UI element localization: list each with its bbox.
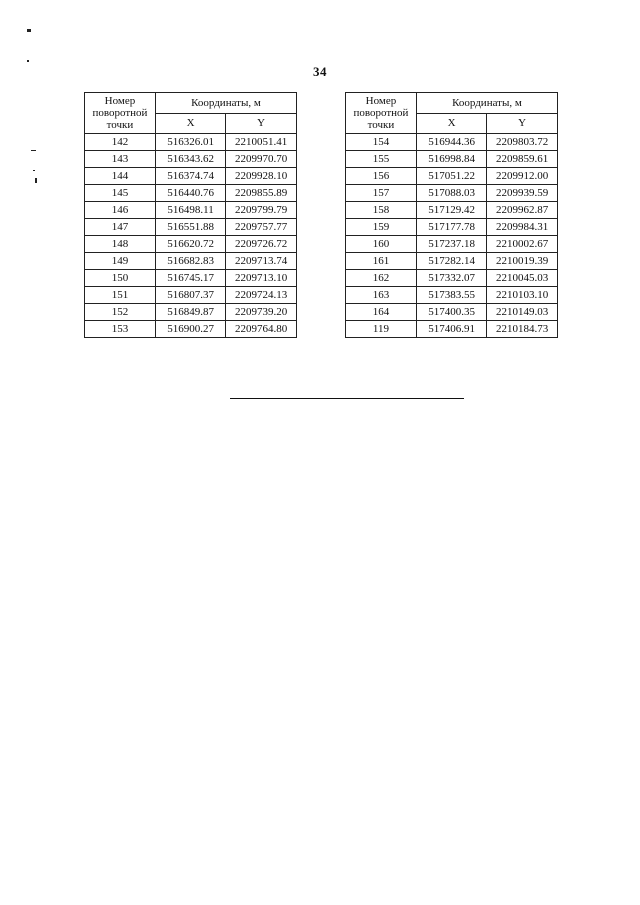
table-row: [346, 134, 558, 151]
x-coordinate-cell: 516620.72: [155, 236, 225, 253]
y-coordinate-cell: 2210019.39: [487, 253, 558, 270]
point-number-cell: 143: [85, 151, 156, 168]
table-row: [85, 168, 297, 185]
x-coordinate-cell: 516807.37: [155, 287, 225, 304]
scan-mark: [31, 150, 36, 151]
table-row: [346, 236, 558, 253]
table-row: [346, 321, 558, 338]
y-header: Y: [487, 114, 558, 134]
point-number-header: Номер поворотной точки: [346, 93, 417, 134]
table-body: [85, 134, 297, 338]
x-coordinate-cell: 516498.11: [155, 202, 225, 219]
table-row: [85, 134, 297, 151]
table-body: [346, 134, 558, 338]
point-number-header: Номер поворотной точки: [85, 93, 156, 134]
y-coordinate-cell: 2209859.61: [487, 151, 558, 168]
table-row: [85, 253, 297, 270]
y-header: Y: [226, 114, 297, 134]
table-row: [85, 202, 297, 219]
table-row: [85, 151, 297, 168]
x-coordinate-cell: 517383.55: [416, 287, 486, 304]
y-coordinate-cell: 2209939.59: [487, 185, 558, 202]
point-number-cell: 148: [85, 236, 156, 253]
y-coordinate-cell: 2209713.10: [226, 270, 297, 287]
table-row: [85, 321, 297, 338]
x-header: X: [155, 114, 225, 134]
table-row: [346, 304, 558, 321]
x-coordinate-cell: 517400.35: [416, 304, 486, 321]
y-coordinate-cell: 2209928.10: [226, 168, 297, 185]
table-row: [346, 168, 558, 185]
point-number-cell: 157: [346, 185, 417, 202]
point-number-cell: 153: [85, 321, 156, 338]
table-row: [85, 304, 297, 321]
table-row: [346, 185, 558, 202]
x-coordinate-cell: 517406.91: [416, 321, 486, 338]
x-coordinate-cell: 516326.01: [155, 134, 225, 151]
x-coordinate-cell: 516374.74: [155, 168, 225, 185]
table-row: [85, 287, 297, 304]
point-number-cell: 119: [346, 321, 417, 338]
table-row: [85, 219, 297, 236]
x-coordinate-cell: 517282.14: [416, 253, 486, 270]
x-coordinate-cell: 517051.22: [416, 168, 486, 185]
y-coordinate-cell: 2209962.87: [487, 202, 558, 219]
x-header: X: [416, 114, 486, 134]
x-coordinate-cell: 516900.27: [155, 321, 225, 338]
x-coordinate-cell: 516343.62: [155, 151, 225, 168]
coordinates-header: Координаты, м: [416, 93, 557, 114]
scan-mark: [35, 178, 37, 183]
y-coordinate-cell: 2209984.31: [487, 219, 558, 236]
x-coordinate-cell: 517088.03: [416, 185, 486, 202]
point-number-cell: 144: [85, 168, 156, 185]
y-coordinate-cell: 2209724.13: [226, 287, 297, 304]
point-number-cell: 160: [346, 236, 417, 253]
x-coordinate-cell: 516944.36: [416, 134, 486, 151]
coordinates-table-right: [345, 92, 558, 338]
y-coordinate-cell: 2209757.77: [226, 219, 297, 236]
y-coordinate-cell: 2209803.72: [487, 134, 558, 151]
table-row: [85, 270, 297, 287]
y-coordinate-cell: 2209970.70: [226, 151, 297, 168]
table-row: [85, 236, 297, 253]
x-coordinate-cell: 516682.83: [155, 253, 225, 270]
scan-mark: [27, 60, 29, 62]
x-coordinate-cell: 517129.42: [416, 202, 486, 219]
point-number-cell: 159: [346, 219, 417, 236]
x-coordinate-cell: 517237.18: [416, 236, 486, 253]
y-coordinate-cell: 2210184.73: [487, 321, 558, 338]
table-row: [346, 253, 558, 270]
table-row: [85, 185, 297, 202]
point-number-cell: 149: [85, 253, 156, 270]
x-coordinate-cell: 516745.17: [155, 270, 225, 287]
y-coordinate-cell: 2209713.74: [226, 253, 297, 270]
y-coordinate-cell: 2209912.00: [487, 168, 558, 185]
table-row: [346, 219, 558, 236]
page-number: 34: [313, 64, 327, 79]
point-number-cell: 145: [85, 185, 156, 202]
point-number-cell: 151: [85, 287, 156, 304]
point-number-cell: 154: [346, 134, 417, 151]
point-number-cell: 156: [346, 168, 417, 185]
y-coordinate-cell: 2210149.03: [487, 304, 558, 321]
y-coordinate-cell: 2209726.72: [226, 236, 297, 253]
point-number-cell: 150: [85, 270, 156, 287]
y-coordinate-cell: 2209855.89: [226, 185, 297, 202]
y-coordinate-cell: 2210103.10: [487, 287, 558, 304]
table-row: [346, 270, 558, 287]
point-number-cell: 161: [346, 253, 417, 270]
y-coordinate-cell: 2210045.03: [487, 270, 558, 287]
x-coordinate-cell: 516440.76: [155, 185, 225, 202]
coordinates-header: Координаты, м: [155, 93, 296, 114]
point-number-cell: 147: [85, 219, 156, 236]
table-row: [346, 287, 558, 304]
x-coordinate-cell: 516551.88: [155, 219, 225, 236]
point-number-cell: 152: [85, 304, 156, 321]
point-number-cell: 155: [346, 151, 417, 168]
point-number-cell: 163: [346, 287, 417, 304]
y-coordinate-cell: 2210051.41: [226, 134, 297, 151]
x-coordinate-cell: 516849.87: [155, 304, 225, 321]
point-number-cell: 142: [85, 134, 156, 151]
table-row: [346, 151, 558, 168]
end-separator-line: [230, 398, 464, 399]
scan-mark: [27, 29, 31, 32]
coordinates-table-left: [84, 92, 297, 338]
y-coordinate-cell: 2209799.79: [226, 202, 297, 219]
point-number-cell: 158: [346, 202, 417, 219]
x-coordinate-cell: 517332.07: [416, 270, 486, 287]
x-coordinate-cell: 517177.78: [416, 219, 486, 236]
y-coordinate-cell: 2209764.80: [226, 321, 297, 338]
point-number-cell: 146: [85, 202, 156, 219]
x-coordinate-cell: 516998.84: [416, 151, 486, 168]
y-coordinate-cell: 2209739.20: [226, 304, 297, 321]
scan-mark: [33, 170, 35, 171]
y-coordinate-cell: 2210002.67: [487, 236, 558, 253]
table-row: [346, 202, 558, 219]
point-number-cell: 162: [346, 270, 417, 287]
point-number-cell: 164: [346, 304, 417, 321]
